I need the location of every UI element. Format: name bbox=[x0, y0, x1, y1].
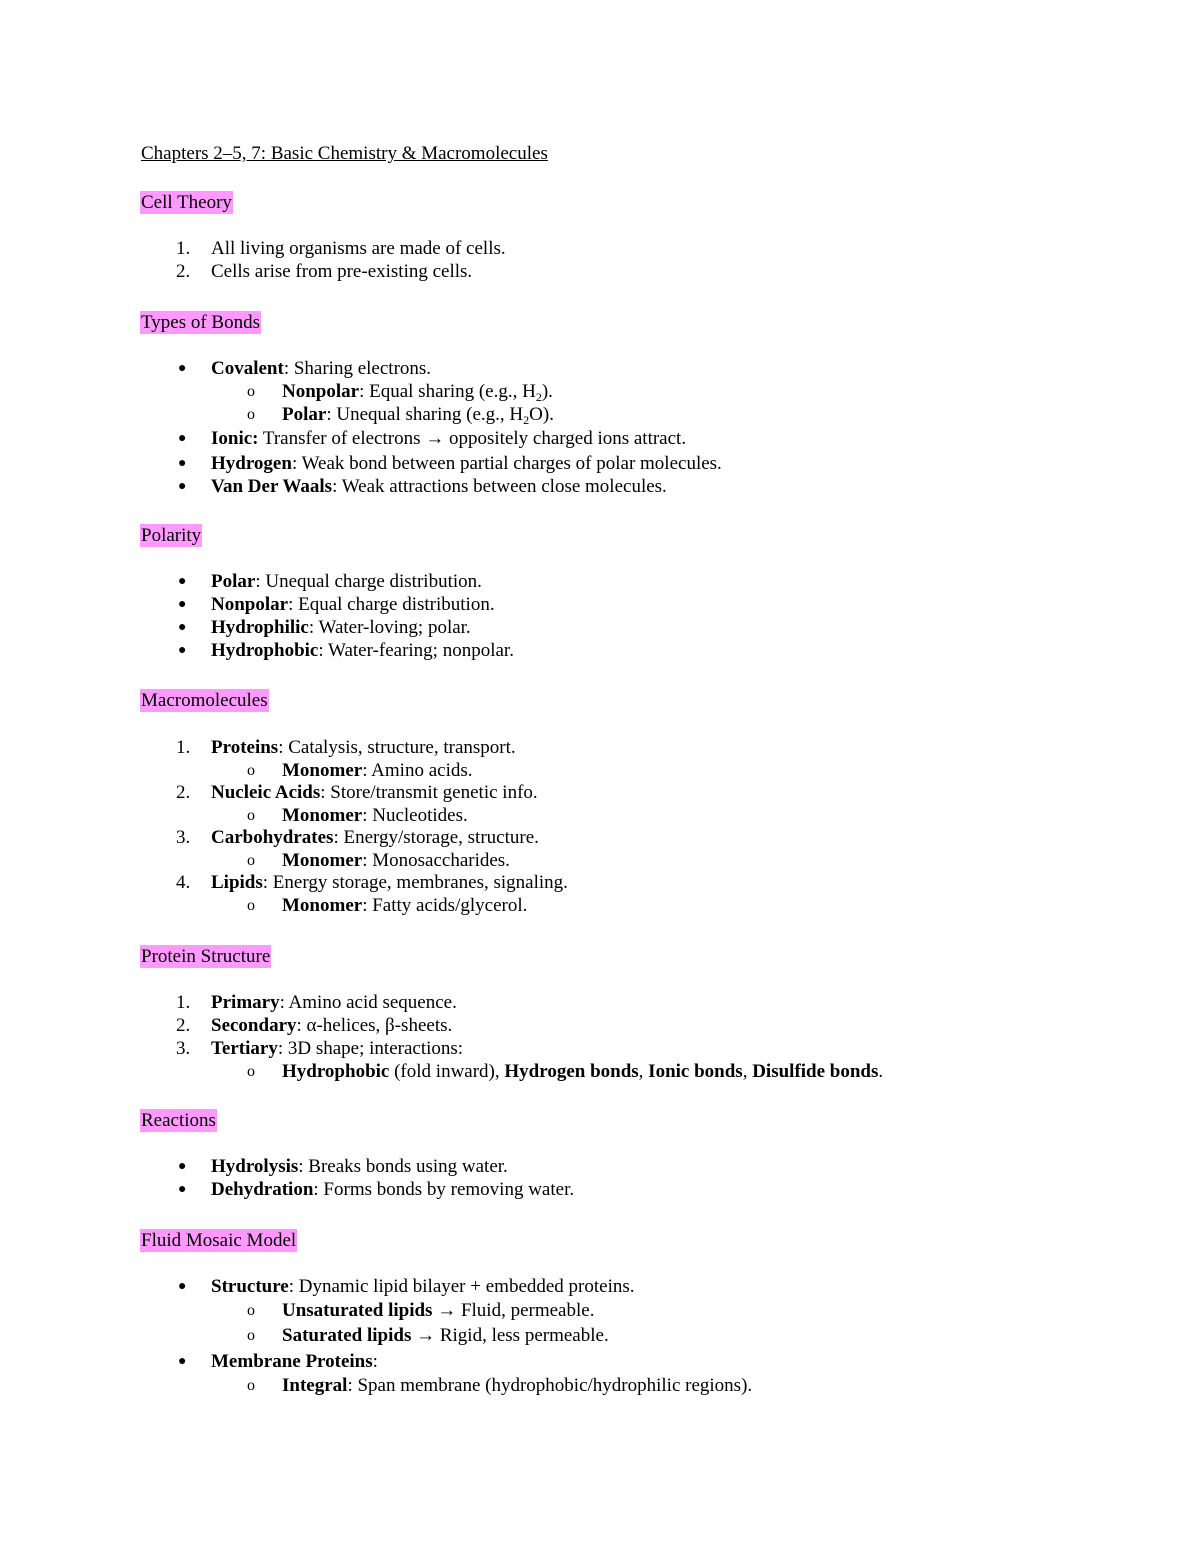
term: Monomer bbox=[282, 760, 363, 781]
heading-protein-structure bbox=[140, 945, 271, 968]
circle-bullet-icon: o bbox=[247, 1377, 255, 1394]
bullet-icon: ● bbox=[178, 574, 187, 589]
term: Hydrogen bonds bbox=[504, 1061, 639, 1082]
term: Disulfide bonds bbox=[752, 1061, 879, 1082]
definition: : Fatty acids/glycerol. bbox=[362, 895, 528, 916]
heading-protein-structure-text: Protein Structure bbox=[141, 946, 271, 967]
list-number: 3. bbox=[176, 827, 191, 848]
list-text bbox=[282, 1299, 594, 1322]
separator: , bbox=[742, 1061, 753, 1082]
list-number: 3. bbox=[176, 1038, 191, 1059]
definition: : Energy storage, membranes, signaling. bbox=[262, 872, 568, 893]
definition: : Equal charge distribution. bbox=[288, 594, 495, 615]
term: Tertiary bbox=[211, 1038, 278, 1059]
list-text bbox=[282, 380, 553, 403]
list-number: 4. bbox=[176, 872, 191, 893]
term: Hydrophobic bbox=[211, 640, 319, 661]
definition: : Equal sharing (e.g., H bbox=[359, 381, 536, 402]
definition: : Unequal charge distribution. bbox=[255, 571, 482, 592]
heading-types-of-bonds-text: Types of Bonds bbox=[141, 312, 261, 333]
definition: : Breaks bonds using water. bbox=[298, 1156, 508, 1177]
term: Hydrophilic bbox=[211, 617, 309, 638]
term: Saturated lipids bbox=[282, 1325, 412, 1346]
heading-fluid-mosaic-model-text: Fluid Mosaic Model bbox=[141, 1230, 297, 1251]
list-text bbox=[282, 759, 473, 782]
circle-bullet-icon: o bbox=[247, 406, 255, 423]
definition: : Weak bond between partial charges of polar molecules. bbox=[291, 453, 722, 474]
list-text bbox=[211, 1350, 378, 1373]
bullet-icon: ● bbox=[178, 361, 187, 376]
separator: , bbox=[638, 1061, 649, 1082]
list-number: 1. bbox=[176, 737, 191, 758]
list-number: 2. bbox=[176, 782, 191, 803]
heading-macromolecules-text: Macromolecules bbox=[141, 690, 268, 711]
definition: → Fluid, permeable. bbox=[432, 1300, 595, 1321]
definition: : Amino acid sequence. bbox=[279, 992, 457, 1013]
term: Hydrolysis bbox=[211, 1156, 299, 1177]
definition: : Unequal sharing (e.g., H bbox=[326, 404, 524, 425]
list-text bbox=[211, 826, 539, 849]
list-text: Cells arise from pre-existing cells. bbox=[211, 261, 473, 282]
bullet-icon: ● bbox=[178, 431, 187, 446]
term: Unsaturated lipids bbox=[282, 1300, 433, 1321]
definition: : Sharing electrons. bbox=[283, 358, 432, 379]
list-number: 2. bbox=[176, 261, 191, 282]
circle-bullet-icon: o bbox=[247, 897, 255, 914]
definition: : Water-fearing; nonpolar. bbox=[318, 640, 514, 661]
list-text bbox=[211, 475, 667, 498]
term: Ionic bonds bbox=[648, 1061, 743, 1082]
list-text bbox=[211, 781, 538, 804]
definition: : Amino acids. bbox=[362, 760, 473, 781]
bullet-icon: ● bbox=[178, 1354, 187, 1369]
term: Polar bbox=[282, 404, 327, 425]
list-text bbox=[282, 849, 510, 872]
term: Nonpolar bbox=[211, 594, 289, 615]
definition-end: ). bbox=[541, 381, 553, 402]
term: Nucleic Acids bbox=[211, 782, 321, 803]
bullet-icon: ● bbox=[178, 597, 187, 612]
term: Carbohydrates bbox=[211, 827, 334, 848]
term: Primary bbox=[211, 992, 280, 1013]
heading-reactions-text: Reactions bbox=[141, 1110, 216, 1131]
list-number: 1. bbox=[176, 238, 191, 259]
term: Hydrogen bbox=[211, 453, 292, 474]
bullet-icon: ● bbox=[178, 1182, 187, 1197]
term: Membrane Proteins bbox=[211, 1351, 373, 1372]
definition: : Nucleotides. bbox=[362, 805, 468, 826]
term: Proteins bbox=[211, 737, 279, 758]
definition: : bbox=[372, 1351, 378, 1372]
list-text bbox=[211, 570, 482, 593]
definition: : Water-loving; polar. bbox=[308, 617, 471, 638]
bullet-icon: ● bbox=[178, 479, 187, 494]
list-text bbox=[211, 593, 495, 616]
list-text bbox=[211, 639, 514, 662]
circle-bullet-icon: o bbox=[247, 1302, 255, 1319]
list-text bbox=[211, 871, 568, 894]
heading-macromolecules bbox=[140, 689, 269, 712]
list-text bbox=[211, 736, 516, 759]
term: Structure bbox=[211, 1276, 289, 1297]
heading-polarity bbox=[140, 524, 202, 547]
term: Polar bbox=[211, 571, 256, 592]
definition: : Energy/storage, structure. bbox=[333, 827, 539, 848]
heading-types-of-bonds bbox=[140, 311, 261, 334]
term: Ionic: bbox=[211, 428, 259, 449]
term: Monomer bbox=[282, 805, 363, 826]
term: Van Der Waals bbox=[211, 476, 333, 497]
list-text bbox=[211, 1014, 452, 1037]
circle-bullet-icon: o bbox=[247, 852, 255, 869]
definition: → Rigid, less permeable. bbox=[411, 1325, 609, 1346]
heading-cell-theory bbox=[140, 191, 233, 214]
list-text bbox=[211, 991, 457, 1014]
list-text bbox=[282, 1060, 883, 1083]
definition: : 3D shape; interactions: bbox=[277, 1038, 464, 1059]
list-text bbox=[282, 804, 468, 827]
definition: : α-helices, β-sheets. bbox=[296, 1015, 453, 1036]
separator: (fold inward), bbox=[389, 1061, 505, 1082]
bullet-icon: ● bbox=[178, 1279, 187, 1294]
list-text bbox=[211, 616, 471, 639]
list-number: 2. bbox=[176, 1015, 191, 1036]
circle-bullet-icon: o bbox=[247, 807, 255, 824]
list-text bbox=[211, 1275, 635, 1298]
subscript: 2 bbox=[535, 390, 542, 404]
bullet-icon: ● bbox=[178, 1159, 187, 1174]
definition: : Catalysis, structure, transport. bbox=[278, 737, 516, 758]
list-text bbox=[211, 1037, 463, 1060]
bullet-icon: ● bbox=[178, 643, 187, 658]
term: Monomer bbox=[282, 895, 363, 916]
term: Secondary bbox=[211, 1015, 297, 1036]
definition: : Weak attractions between close molecules. bbox=[332, 476, 667, 497]
list-text bbox=[211, 1178, 574, 1201]
term: Hydrophobic bbox=[282, 1061, 390, 1082]
term: Covalent bbox=[211, 358, 284, 379]
list-text bbox=[282, 894, 527, 917]
bullet-icon: ● bbox=[178, 456, 187, 471]
heading-fluid-mosaic-model bbox=[140, 1229, 297, 1252]
term: Lipids bbox=[211, 872, 263, 893]
list-text bbox=[211, 452, 722, 475]
list-text bbox=[211, 357, 431, 380]
definition: : Dynamic lipid bilayer + embedded proteins. bbox=[288, 1276, 635, 1297]
term: Integral bbox=[282, 1375, 348, 1396]
term: Monomer bbox=[282, 850, 363, 871]
list-number: 1. bbox=[176, 992, 191, 1013]
list-text bbox=[282, 1324, 609, 1347]
subscript: 2 bbox=[523, 413, 530, 427]
definition-end: O). bbox=[529, 404, 554, 425]
separator: . bbox=[878, 1061, 884, 1082]
page-title: Chapters 2–5, 7: Basic Chemistry & Macromolecules bbox=[141, 143, 548, 164]
term: Nonpolar bbox=[282, 381, 360, 402]
list-text bbox=[211, 1155, 508, 1178]
term: Dehydration bbox=[211, 1179, 314, 1200]
circle-bullet-icon: o bbox=[247, 383, 255, 400]
definition: : Forms bonds by removing water. bbox=[313, 1179, 575, 1200]
list-text bbox=[211, 427, 686, 450]
list-text: All living organisms are made of cells. bbox=[211, 238, 506, 259]
definition: : Monosaccharides. bbox=[362, 850, 510, 871]
definition: : Store/transmit genetic info. bbox=[320, 782, 538, 803]
definition: Transfer of electrons → oppositely charged ions attract. bbox=[258, 428, 687, 449]
circle-bullet-icon: o bbox=[247, 1327, 255, 1344]
heading-cell-theory-text: Cell Theory bbox=[141, 192, 232, 213]
circle-bullet-icon: o bbox=[247, 762, 255, 779]
heading-polarity-text: Polarity bbox=[141, 525, 202, 546]
list-text bbox=[282, 1374, 752, 1397]
circle-bullet-icon: o bbox=[247, 1063, 255, 1080]
heading-reactions bbox=[140, 1109, 217, 1132]
definition: : Span membrane (hydrophobic/hydrophilic regions). bbox=[347, 1375, 753, 1396]
list-text bbox=[282, 403, 554, 426]
bullet-icon: ● bbox=[178, 620, 187, 635]
